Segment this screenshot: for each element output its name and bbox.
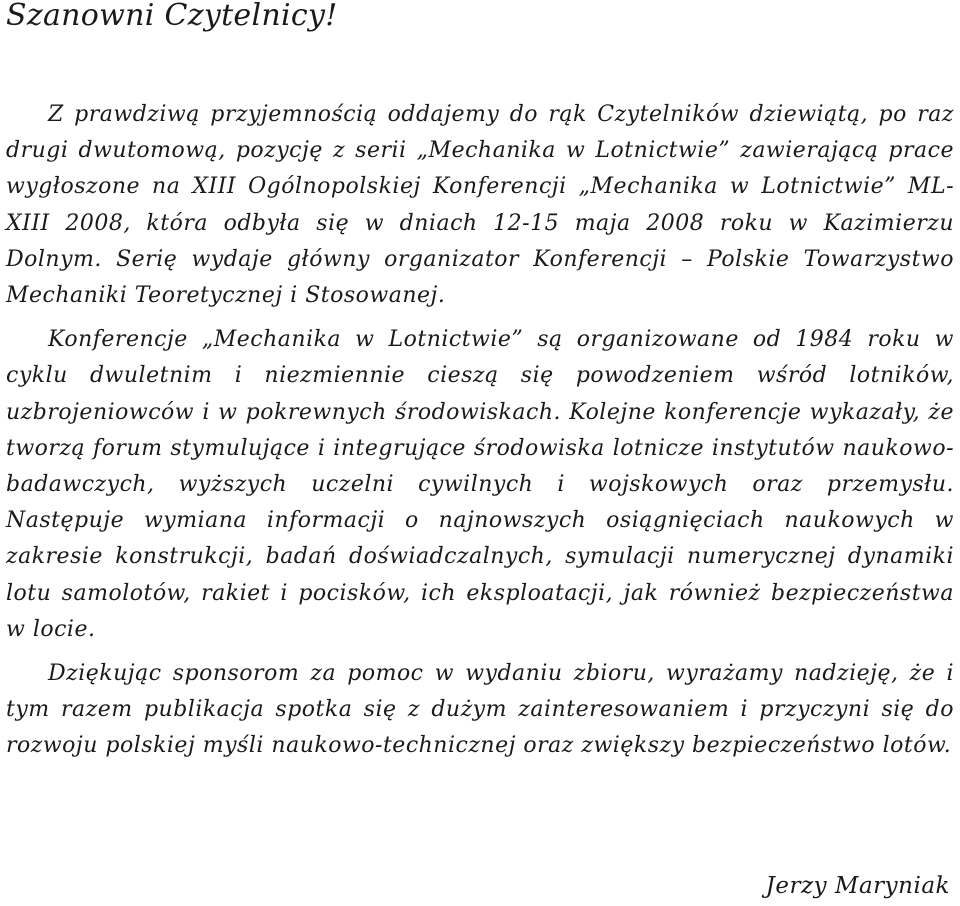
letter-greeting: Szanowni Czytelnicy! bbox=[6, 0, 338, 33]
letter-signature: Jerzy Maryniak bbox=[765, 873, 950, 899]
paragraph-acknowledgements: Dziękując sponsorom za pomoc w wydaniu zbioru, wyrażamy nadzieję, że i tym razem publikacja spotka się z dużym zainteresowaniem i przyczyni się do rozwoju polskiej myśli naukowo-technicznej oraz zwiększy bezpieczeństwo lotów. bbox=[6, 661, 954, 759]
letter-body bbox=[6, 97, 954, 765]
paragraph-introduction: Z prawdziwą przyjemnością oddajemy do rąk Czytelników dziewiątą, po raz drugi dwutomową, pozycję z serii „Mechanika w Lotnictwie” zawierającą prace wygłoszone na XIII Ogólnopolskiej Konferencji „Mechanika w Lotnictwie” ML-XIII 2008, która odbyła się w dniach 12-15 maja 2008 roku w Kazimierzu Dolnym. Serię wydaje główny organizator Konferencji – Polskie Towarzystwo Mechaniki Teoretycznej i Stosowanej. bbox=[6, 102, 954, 309]
paragraph-conference-history: Konferencje „Mechanika w Lotnictwie” są organizowane od 1984 roku w cyklu dwuletnim i niezmiennie cieszą się powodzeniem wśród lotników, uzbrojeniowców i w pokrewnych środowiskach. Kolejne konferencje wykazały, że tworzą forum stymulujące i integrujące środowiska lotnicze instytutów naukowo-badawczych, wyższych uczelni cywilnych i wojskowych oraz przemysłu. Następuje wymiana informacji o najnowszych osiągnięciach naukowych w zakresie konstrukcji, badań doświadczalnych, symulacji numerycznej dynamiki lotu samolotów, rakiet i pocisków, ich eksploatacji, jak również bezpieczeństwa w locie. bbox=[6, 327, 954, 642]
